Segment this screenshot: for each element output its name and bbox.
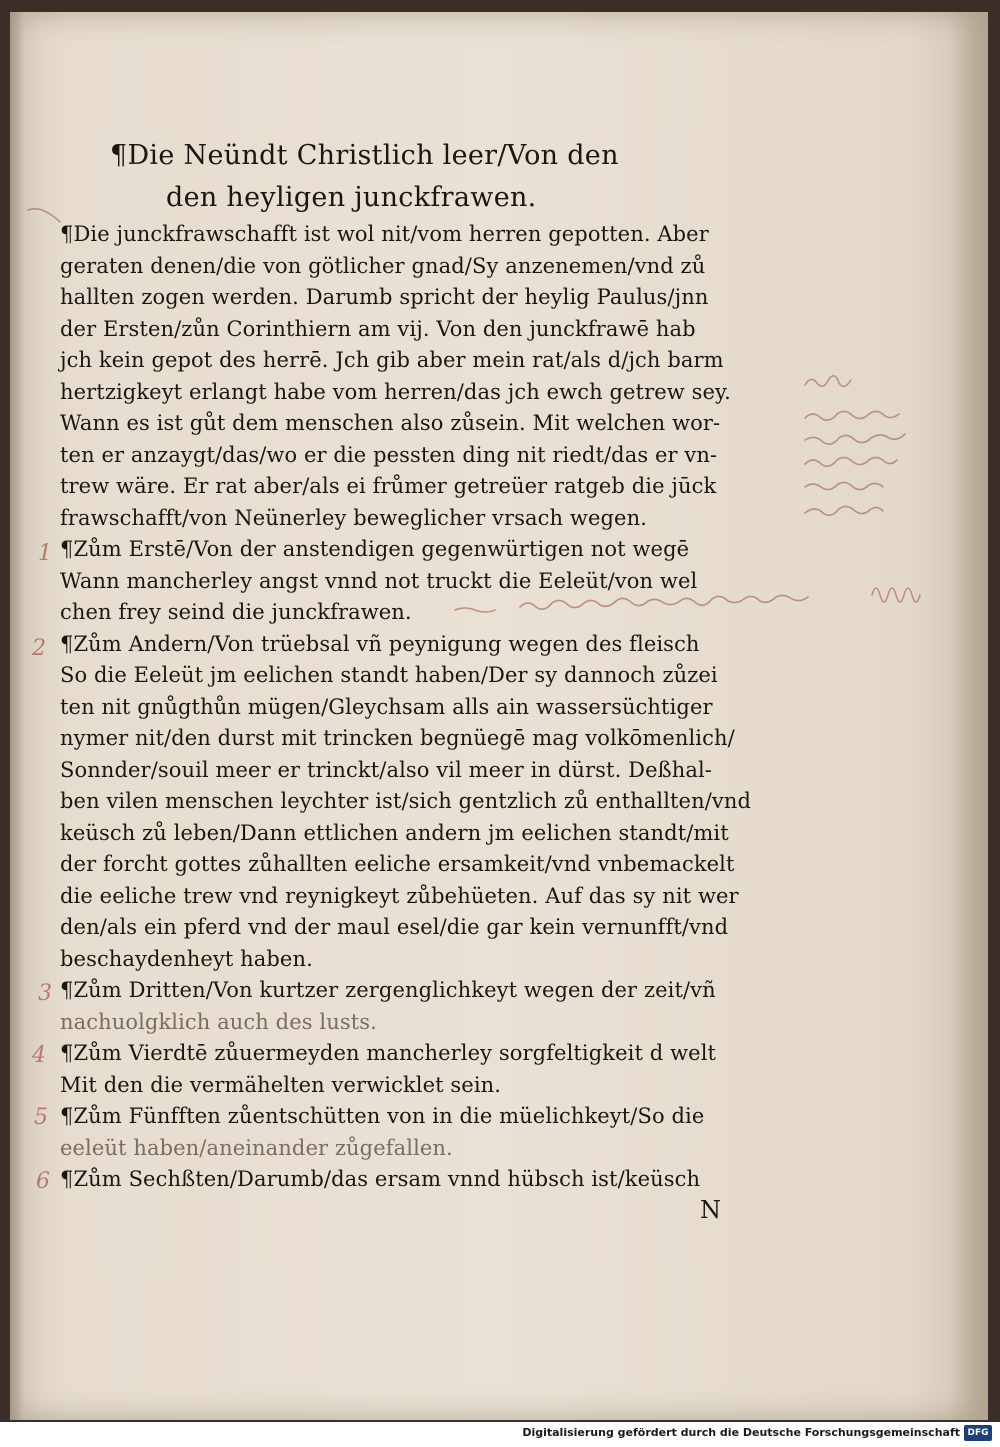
text-line: ten nit gnůgthůn mügen/Gleychsam alls ain wassersüchtiger [60, 694, 713, 719]
svg-text:3: 3 [38, 981, 52, 1006]
text-line: ¶Die junckfrawschafft ist wol nit/vom herren gepotten. Aber [60, 222, 709, 246]
text-line: frawschafft/von Neünerley beweglicher vrsach wegen. [60, 505, 647, 530]
text-line: der forcht gottes zůhallten eeliche ersamkeit/vnd vnbemackelt [60, 852, 735, 876]
svg-text:4: 4 [32, 1043, 46, 1068]
text-line: trew wäre. Er rat aber/als ei frůmer getreüer ratgeb die jūck [60, 474, 717, 498]
footer-bar [0, 1422, 1000, 1447]
text-line: ben vilen menschen leychter ist/sich gentzlich zů enthallten/vnd [60, 789, 752, 813]
text-line: ten er anzaygt/das/wo er die pessten ding nit riedt/das er vn- [60, 442, 718, 467]
text-line: hertzigkeyt erlangt habe vom herren/das jch ewch getrew sey. [60, 379, 731, 404]
text-line: jch kein gepot des herrē. Jch gib aber mein rat/als d/jch barm [60, 348, 724, 372]
svg-text:6: 6 [36, 1169, 50, 1194]
text-line: hallten zogen werden. Darumb spricht der heylig Paulus/jnn [60, 285, 709, 309]
text-line: So die Eeleüt jm eelichen standt haben/Der sy dannoch zůzei [60, 663, 718, 687]
text-line: Mit den die vermähelten verwicklet sein. [60, 1072, 502, 1097]
text-line: Sonnder/souil meer er trinckt/also vil meer in dürst. Deßhal- [60, 757, 712, 782]
text-line: die eeliche trew vnd reynigkeyt zůbehüeten. Auf das sy nit wer [60, 883, 739, 908]
page-text [60, 135, 800, 1196]
text-line: Wann mancherley angst vnnd not truckt die Eeleüt/von wel [60, 568, 698, 593]
text-line: nachuolgklich auch des lusts. [60, 1009, 377, 1034]
text-line: Wann es ist gůt dem menschen also zůsein. Mit welchen wor- [60, 411, 721, 435]
text-line: eeleüt haben/aneinander zůgefallen. [60, 1135, 453, 1160]
text-line: ¶Zům Fünfften zůentschütten von in die müelichkeyt/So die [60, 1104, 705, 1128]
page-edge-left [10, 12, 24, 1420]
dfg-logo-icon: DFG [964, 1425, 992, 1441]
heading-line-2: den heyligen junckfrawen. [166, 182, 537, 213]
svg-text:5: 5 [34, 1105, 48, 1130]
svg-text:2: 2 [32, 636, 46, 661]
text-line: chen frey seind die junckfrawen. [60, 600, 412, 624]
text-line: ¶Zům Andern/Von trüebsal vñ peynigung wegen des fleisch [60, 631, 700, 656]
text-line: den/als ein pferd vnd der maul esel/die gar kein vernunfft/vnd [60, 915, 729, 939]
text-line: ¶Zům Erstē/Von der anstendigen gegenwürtigen not wegē [60, 537, 690, 561]
page-edge-right [948, 12, 988, 1420]
funding-credit: Digitalisierung gefördert durch die Deutsche Forschungsgemeinschaft [522, 1426, 960, 1439]
text-line: ¶Zům Sechßten/Darumb/das ersam vnnd hübsch ist/keüsch [60, 1167, 701, 1191]
text-line: beschaydenheyt haben. [60, 946, 313, 971]
heading-line-1: ¶Die Neündt Christlich leer/Von den [110, 140, 619, 171]
text-line: geraten denen/die von götlicher gnad/Sy anzenemen/vnd zů [60, 253, 706, 278]
signature-mark: N [700, 1196, 721, 1224]
text-line: keüsch zů leben/Dann ettlichen andern jm eelichen standt/mit [60, 820, 729, 845]
svg-text:1: 1 [38, 541, 52, 566]
text-line: nymer nit/den durst mit trincken begnüegē mag volkōmenlich/ [60, 726, 735, 750]
text-line: ¶Zům Vierdtē zůuermeyden mancherley sorgfeltigkeit d welt [60, 1041, 717, 1065]
text-line: der Ersten/zůn Corinthiern am vij. Von den junckfrawē hab [60, 316, 696, 341]
text-line: ¶Zům Dritten/Von kurtzer zergenglichkeyt wegen der zeit/vñ [60, 978, 716, 1002]
chapter-heading [110, 135, 800, 219]
